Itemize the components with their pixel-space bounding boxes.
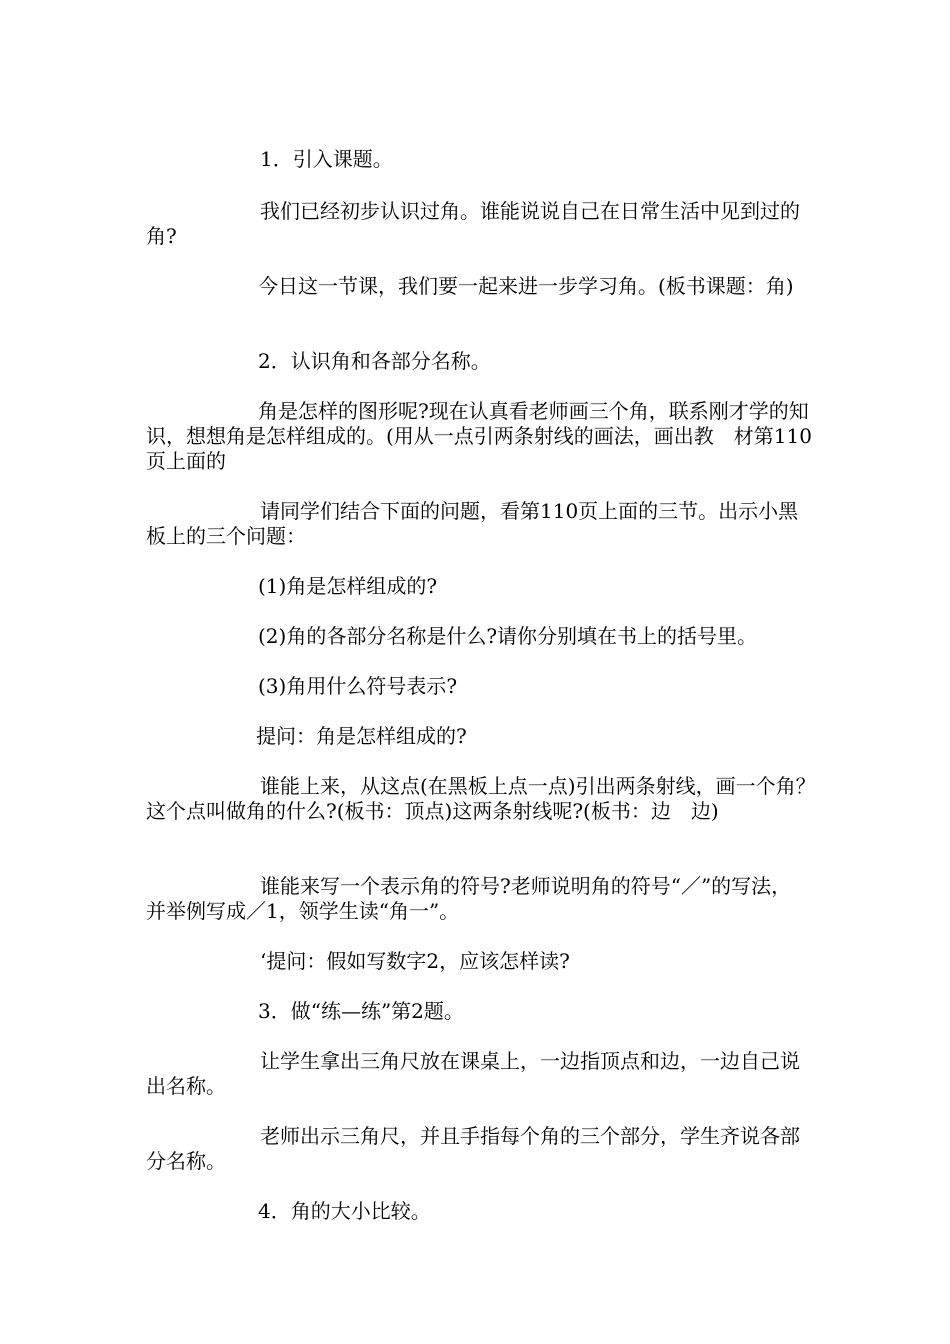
paragraph-11: 谁能上来，从这点(在黑板上点一点)引出两条射线，画一个角？这个点叫做角的什么?(板书：顶点)这两条射线呢?(板书：边 边): [146, 774, 816, 823]
paragraph-10: 提问：角是怎样组成的?: [256, 724, 467, 748]
paragraph-7: (1)角是怎样组成的?: [258, 574, 438, 598]
paragraph-12: 谁能来写一个表示角的符号?老师说明角的符号“／”的写法， 并举例写成／1，领学生读“角一”。: [146, 874, 802, 923]
paragraph-4: 2．认识角和各部分名称。: [258, 349, 491, 373]
paragraph-14: 3．做“练—练”第2题。: [258, 999, 464, 1023]
paragraph-13: ‘提问：假如写数字2，应该怎样读?: [260, 949, 570, 973]
paragraph-6: 请同学们结合下面的问题，看第110页上面的三节。出示小黑板上的三个问题：: [146, 499, 799, 548]
paragraph-15: 让学生拿出三角尺放在课桌上，一边指顶点和边，一边自己说出名称。: [146, 1049, 800, 1098]
paragraph-1: 1．引入课题。: [260, 147, 393, 171]
paragraph-17: 4．角的大小比较。: [258, 1199, 431, 1223]
paragraph-2: 我们已经初步认识过角。谁能说说自己在日常生活中见到过的角?: [146, 199, 800, 248]
paragraph-16: 老师出示三角尺，并且手指每个角的三个部分，学生齐说各部分名称。: [146, 1124, 800, 1173]
paragraph-3: 今日这一节课，我们要一起来进一步学习角。(板书课题：角): [258, 274, 794, 298]
paragraph-9: (3)角用什么符号表示?: [258, 674, 458, 698]
paragraph-5: 角是怎样的图形呢?现在认真看老师画三个角，联系刚才学的知识，想想角是怎样组成的。(用从一点引两条射线的画法，画出教 材第110页上面的: [146, 399, 812, 473]
paragraph-8: (2)角的各部分名称是什么?请你分别填在书上的括号里。: [258, 624, 758, 648]
